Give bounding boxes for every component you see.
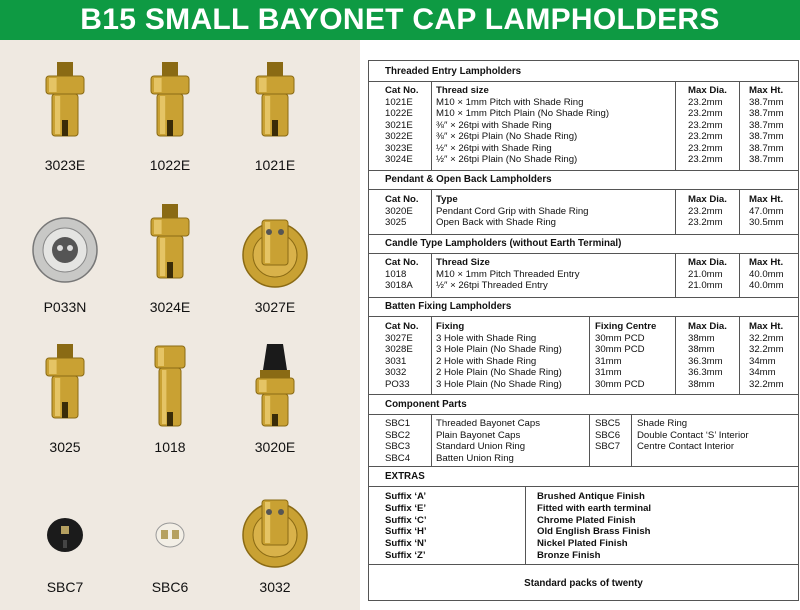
max-dia-cell: 23.2mm bbox=[688, 108, 723, 119]
column-divider bbox=[739, 316, 740, 394]
product-label: 3027E bbox=[254, 299, 296, 315]
table-divider bbox=[369, 564, 798, 565]
max-dia-cell: 36.3mm bbox=[688, 367, 723, 378]
column-header: Cat No. bbox=[385, 194, 419, 205]
max-ht-cell: 40.0mm bbox=[749, 280, 784, 291]
description-cell: Pendant Cord Grip with Shade Ring bbox=[436, 205, 589, 217]
product-item bbox=[220, 480, 330, 595]
product-label: 3032 bbox=[259, 579, 291, 595]
table-divider bbox=[369, 253, 798, 254]
max-dia-cell: 38mm bbox=[688, 332, 715, 344]
brass-batten-lampholder-icon bbox=[240, 480, 310, 575]
max-ht-cell: 32.2mm bbox=[749, 344, 784, 355]
column-divider bbox=[431, 189, 432, 234]
product-label: 3025 bbox=[49, 439, 81, 455]
component-cat-cell: SBC6 bbox=[595, 429, 621, 441]
column-divider bbox=[431, 316, 432, 394]
component-description-cell: Standard Union Ring bbox=[436, 441, 526, 452]
column-divider bbox=[631, 414, 632, 466]
product-label: 1021E bbox=[254, 157, 296, 173]
max-dia-cell: 23.2mm bbox=[688, 142, 723, 154]
max-ht-cell: 34mm bbox=[749, 367, 776, 378]
max-ht-cell: 32.2mm bbox=[749, 332, 784, 344]
table-divider bbox=[369, 189, 798, 190]
suffix-cell: Suffix ‘H’ bbox=[385, 526, 427, 538]
table-divider bbox=[369, 170, 798, 171]
column-divider bbox=[739, 81, 740, 170]
section-title: Batten Fixing Lampholders bbox=[385, 301, 512, 312]
fixing-centre-cell: 31mm bbox=[595, 367, 622, 378]
max-ht-cell: 34mm bbox=[749, 355, 776, 367]
section-title: EXTRAS bbox=[385, 471, 425, 482]
table-divider bbox=[369, 234, 798, 235]
section-title: Component Parts bbox=[385, 399, 467, 410]
column-divider bbox=[675, 81, 676, 170]
table-divider bbox=[369, 466, 798, 467]
cat-no-cell: 3023E bbox=[385, 142, 413, 154]
product-item bbox=[220, 200, 330, 315]
product-item bbox=[10, 200, 120, 315]
table-divider bbox=[369, 394, 798, 395]
max-ht-cell: 38.7mm bbox=[749, 131, 784, 142]
description-cell: ⅜″ × 26tpi with Shade Ring bbox=[436, 119, 552, 131]
column-header: Fixing Centre bbox=[595, 321, 657, 332]
page-title: B15 SMALL BAYONET CAP LAMPHOLDERS bbox=[80, 3, 720, 36]
column-divider bbox=[431, 81, 432, 170]
max-dia-cell: 38mm bbox=[688, 378, 715, 390]
brass-lampholder-icon bbox=[30, 340, 100, 435]
suffix-cell: Suffix ‘N’ bbox=[385, 538, 427, 550]
brass-candle-lampholder-icon bbox=[135, 340, 205, 435]
description-cell: 3 Hole Plain (No Shade Ring) bbox=[436, 344, 562, 355]
column-divider bbox=[589, 316, 590, 394]
description-cell: ½″ × 26tpi Threaded Entry bbox=[436, 280, 548, 291]
cat-no-cell: 3022E bbox=[385, 131, 413, 142]
table-divider bbox=[369, 316, 798, 317]
table-divider bbox=[369, 81, 798, 82]
cat-no-cell: 3020E bbox=[385, 205, 413, 217]
product-photo-panel bbox=[0, 40, 360, 610]
max-ht-cell: 38.7mm bbox=[749, 96, 784, 108]
max-dia-cell: 23.2mm bbox=[688, 154, 723, 165]
description-cell: 2 Hole with Shade Ring bbox=[436, 355, 537, 367]
column-divider bbox=[431, 414, 432, 466]
max-ht-cell: 30.5mm bbox=[749, 217, 784, 228]
brass-lampholder-icon bbox=[30, 58, 100, 153]
product-item bbox=[115, 340, 225, 455]
product-label: 3023E bbox=[44, 157, 86, 173]
finish-cell: Fitted with earth terminal bbox=[537, 502, 652, 514]
column-divider bbox=[675, 316, 676, 394]
section-title: Pendant & Open Back Lampholders bbox=[385, 174, 552, 185]
cat-no-cell: 3028E bbox=[385, 344, 413, 355]
column-divider bbox=[739, 189, 740, 234]
max-dia-cell: 36.3mm bbox=[688, 355, 723, 367]
column-header: Max Ht. bbox=[749, 85, 784, 96]
centre-contact-interior-icon bbox=[30, 480, 100, 575]
cat-no-cell: 3024E bbox=[385, 154, 413, 165]
column-divider bbox=[431, 253, 432, 297]
column-divider bbox=[675, 189, 676, 234]
column-header: Cat No. bbox=[385, 85, 419, 96]
column-divider bbox=[739, 253, 740, 297]
max-ht-cell: 38.7mm bbox=[749, 142, 784, 154]
cat-no-cell: PO33 bbox=[385, 378, 410, 390]
description-cell: M10 × 1mm Pitch Plain (No Shade Ring) bbox=[436, 108, 610, 119]
double-contact-interior-icon bbox=[135, 480, 205, 575]
cat-no-cell: 1018 bbox=[385, 268, 407, 280]
suffix-cell: Suffix ‘Z’ bbox=[385, 550, 426, 561]
column-divider bbox=[525, 486, 526, 564]
max-ht-cell: 38.7mm bbox=[749, 119, 784, 131]
cat-no-cell: 1022E bbox=[385, 108, 413, 119]
component-cat-cell: SBC4 bbox=[385, 452, 411, 464]
table-divider bbox=[369, 414, 798, 415]
max-dia-cell: 21.0mm bbox=[688, 268, 723, 280]
max-ht-cell: 38.7mm bbox=[749, 108, 784, 119]
fixing-centre-cell: 30mm PCD bbox=[595, 332, 645, 344]
column-divider bbox=[589, 414, 590, 466]
brass-lampholder-icon bbox=[135, 200, 205, 295]
cat-no-cell: 3032 bbox=[385, 367, 407, 378]
description-cell: Open Back with Shade Ring bbox=[436, 217, 556, 228]
component-cat-cell: SBC1 bbox=[385, 418, 411, 429]
brass-pendant-lampholder-icon bbox=[240, 340, 310, 435]
brass-batten-lampholder-icon bbox=[240, 200, 310, 295]
description-cell: 3 Hole with Shade Ring bbox=[436, 332, 537, 344]
product-item bbox=[10, 480, 120, 595]
max-dia-cell: 23.2mm bbox=[688, 119, 723, 131]
column-header: Cat No. bbox=[385, 321, 419, 332]
suffix-cell: Suffix ‘A’ bbox=[385, 491, 427, 502]
product-item bbox=[220, 340, 330, 455]
finish-cell: Old English Brass Finish bbox=[537, 526, 651, 538]
description-cell: M10 × 1mm Pitch Threaded Entry bbox=[436, 268, 580, 280]
cat-no-cell: 3027E bbox=[385, 332, 413, 344]
brass-lampholder-icon bbox=[240, 58, 310, 153]
cat-no-cell: 3025 bbox=[385, 217, 407, 228]
max-dia-cell: 23.2mm bbox=[688, 205, 723, 217]
description-cell: 3 Hole Plain (No Shade Ring) bbox=[436, 378, 562, 390]
fixing-centre-cell: 30mm PCD bbox=[595, 344, 645, 355]
max-dia-cell: 21.0mm bbox=[688, 280, 723, 291]
component-description-cell: Centre Contact Interior bbox=[637, 441, 735, 452]
component-cat-cell: SBC5 bbox=[595, 418, 621, 429]
finish-cell: Nickel Plated Finish bbox=[537, 538, 628, 550]
description-cell: ⅜″ × 26tpi Plain (No Shade Ring) bbox=[436, 131, 578, 142]
product-item bbox=[10, 58, 120, 173]
finish-cell: Brushed Antique Finish bbox=[537, 491, 645, 502]
component-description-cell: Batten Union Ring bbox=[436, 452, 514, 464]
description-cell: ½″ × 26tpi Plain (No Shade Ring) bbox=[436, 154, 578, 165]
plated-batten-lampholder-icon bbox=[30, 200, 100, 295]
product-item bbox=[115, 480, 225, 595]
column-header: Type bbox=[436, 194, 458, 205]
max-ht-cell: 47.0mm bbox=[749, 205, 784, 217]
component-cat-cell: SBC3 bbox=[385, 441, 411, 452]
max-ht-cell: 40.0mm bbox=[749, 268, 784, 280]
product-label: 1022E bbox=[149, 157, 191, 173]
product-label: 3020E bbox=[254, 439, 296, 455]
finish-cell: Chrome Plated Finish bbox=[537, 514, 636, 526]
section-title: Candle Type Lampholders (without Earth Terminal) bbox=[385, 238, 622, 249]
max-ht-cell: 38.7mm bbox=[749, 154, 784, 165]
table-divider bbox=[369, 297, 798, 298]
section-title: Threaded Entry Lampholders bbox=[385, 66, 522, 77]
column-header: Thread Size bbox=[436, 257, 490, 268]
column-header: Max Ht. bbox=[749, 194, 784, 205]
description-cell: ½″ × 26tpi with Shade Ring bbox=[436, 142, 552, 154]
component-description-cell: Double Contact ‘S’ Interior bbox=[637, 429, 749, 441]
component-description-cell: Threaded Bayonet Caps bbox=[436, 418, 540, 429]
cat-no-cell: 1021E bbox=[385, 96, 413, 108]
table-divider bbox=[369, 486, 798, 487]
product-item bbox=[115, 200, 225, 315]
column-header: Max Ht. bbox=[749, 257, 784, 268]
product-label: 3024E bbox=[149, 299, 191, 315]
column-divider bbox=[675, 253, 676, 297]
max-dia-cell: 38mm bbox=[688, 344, 715, 355]
brass-lampholder-icon bbox=[135, 58, 205, 153]
product-label: SBC7 bbox=[46, 579, 84, 595]
column-header: Max Dia. bbox=[688, 194, 727, 205]
cat-no-cell: 3021E bbox=[385, 119, 413, 131]
column-header: Max Ht. bbox=[749, 321, 784, 332]
max-ht-cell: 32.2mm bbox=[749, 378, 784, 390]
page-header bbox=[0, 0, 800, 40]
column-header: Thread size bbox=[436, 85, 489, 96]
fixing-centre-cell: 30mm PCD bbox=[595, 378, 645, 390]
specification-table bbox=[368, 60, 799, 601]
column-header: Max Dia. bbox=[688, 257, 727, 268]
component-description-cell: Plain Bayonet Caps bbox=[436, 429, 521, 441]
finish-cell: Bronze Finish bbox=[537, 550, 601, 561]
column-header: Fixing bbox=[436, 321, 465, 332]
column-header: Cat No. bbox=[385, 257, 419, 268]
suffix-cell: Suffix ‘C’ bbox=[385, 514, 427, 526]
pack-size-note: Standard packs of twenty bbox=[524, 578, 643, 589]
product-label: SBC6 bbox=[151, 579, 189, 595]
max-dia-cell: 23.2mm bbox=[688, 96, 723, 108]
description-cell: M10 × 1mm Pitch with Shade Ring bbox=[436, 96, 584, 108]
column-header: Max Dia. bbox=[688, 321, 727, 332]
component-description-cell: Shade Ring bbox=[637, 418, 688, 429]
suffix-cell: Suffix ‘E’ bbox=[385, 502, 427, 514]
component-cat-cell: SBC7 bbox=[595, 441, 621, 452]
product-label: 1018 bbox=[154, 439, 186, 455]
fixing-centre-cell: 31mm bbox=[595, 355, 622, 367]
product-item bbox=[220, 58, 330, 173]
cat-no-cell: 3018A bbox=[385, 280, 413, 291]
column-header: Max Dia. bbox=[688, 85, 727, 96]
description-cell: 2 Hole Plain (No Shade Ring) bbox=[436, 367, 562, 378]
product-item bbox=[10, 340, 120, 455]
product-item bbox=[115, 58, 225, 173]
product-label: P033N bbox=[43, 299, 87, 315]
component-cat-cell: SBC2 bbox=[385, 429, 411, 441]
max-dia-cell: 23.2mm bbox=[688, 217, 723, 228]
max-dia-cell: 23.2mm bbox=[688, 131, 723, 142]
cat-no-cell: 3031 bbox=[385, 355, 407, 367]
